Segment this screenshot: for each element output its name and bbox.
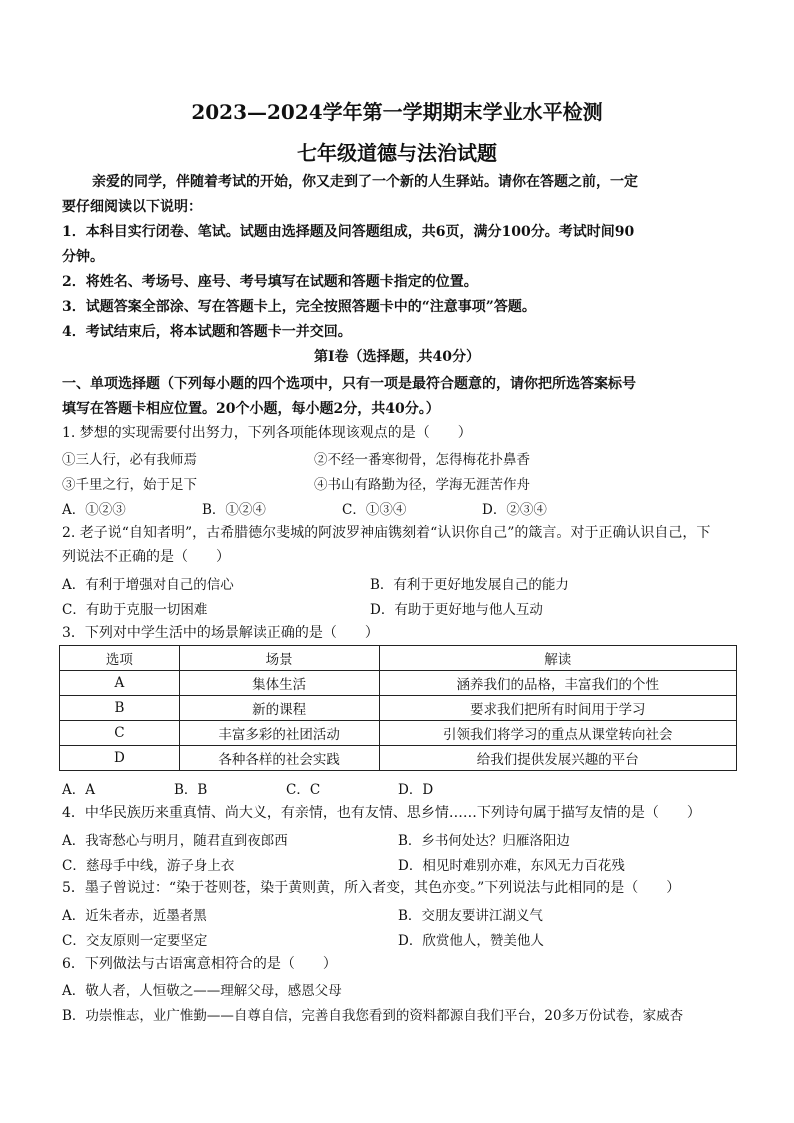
section-heading-b: 填写在答题卡相应位置。20个小题，每小题2分，共40分。） <box>62 401 440 417</box>
table-cell: 新的课程 <box>179 696 379 721</box>
q3-option-a: A．A <box>62 782 95 798</box>
q2-option-d: D．有助于更好地与他人互动 <box>370 602 543 618</box>
instruction-1b: 分钟。 <box>62 249 104 265</box>
q1-statement-1: ①三人行，必有我师焉 <box>62 452 197 468</box>
q6-stem: 6．下列做法与古语寓意相符合的是（ ） <box>62 956 337 972</box>
instruction-3: 3．试题答案全部涂、写在答题卡上，完全按照答题卡中的“注意事项”答题。 <box>62 299 536 315</box>
q3-option-d: D．D <box>398 782 434 798</box>
q6-option-a: A．敬人者，人恒敬之——理解父母，感恩父母 <box>62 983 342 999</box>
q5-option-a: A．近朱者赤，近墨者黑 <box>62 908 207 924</box>
q1-option-d: D．②③④ <box>482 502 547 518</box>
table-row <box>60 671 737 696</box>
instruction-4: 4．考试结束后，将本试题和答题卡一并交回。 <box>62 324 352 340</box>
section-title: 第Ⅰ卷（选择题，共40分） <box>313 349 481 365</box>
table-cell: D <box>60 746 180 771</box>
q1-statement-2: ②不经一番寒彻骨，怎得梅花扑鼻香 <box>314 452 530 468</box>
q1-option-a: A．①②③ <box>62 502 126 518</box>
table-row <box>60 746 737 771</box>
table-row <box>60 721 737 746</box>
q4-option-b: B．乡书何处达？归雁洛阳边 <box>398 833 570 849</box>
q1-stem: 1. 梦想的实现需要付出努力，下列各项能体现该观点的是（ ） <box>62 425 472 441</box>
table-cell: 引领我们将学习的重点从课堂转向社会 <box>379 721 736 746</box>
q2-stem-b: 列说法不正确的是（ ） <box>62 549 230 565</box>
table-header-cell: 选项 <box>60 646 180 671</box>
q2-option-c: C．有助于克服一切困难 <box>62 602 208 618</box>
q1-statement-3: ③千里之行，始于足下 <box>62 477 197 493</box>
q5-option-c: C．交友原则一定要坚定 <box>62 933 208 949</box>
instruction-1a: 1．本科目实行闭卷、笔试。试题由选择题及问答题组成，共6页，满分100分。考试时间90 <box>62 224 635 240</box>
q4-option-d: D．相见时难别亦难，东风无力百花残 <box>398 858 625 874</box>
exam-title: 2023—2024学年第一学期期末学业水平检测 <box>191 100 603 124</box>
q4-option-a: A．我寄愁心与明月，随君直到夜郎西 <box>62 833 288 849</box>
section-heading-a: 一、单项选择题（下列每小题的四个选项中，只有一项是最符合题意的，请你把所选答案标号 <box>62 376 636 392</box>
q4-option-c: C．慈母手中线，游子身上衣 <box>62 858 235 874</box>
table-cell: B <box>60 696 180 721</box>
intro-line-2: 要仔细阅读以下说明： <box>62 199 202 215</box>
q1-option-c: C．①③④ <box>342 502 407 518</box>
intro-line-1: 亲爱的同学，伴随着考试的开始，你又走到了一个新的人生驿站。请你在答题之前，一定 <box>92 174 638 190</box>
table-cell: 要求我们把所有时间用于学习 <box>379 696 736 721</box>
table-cell: 丰富多彩的社团活动 <box>179 721 379 746</box>
q3-option-b: B．B <box>174 782 208 798</box>
q3-stem: 3．下列对中学生活中的场景解读正确的是（ ） <box>62 625 379 641</box>
table-row <box>60 696 737 721</box>
table-header-cell: 场景 <box>179 646 379 671</box>
table-cell: 各种各样的社会实践 <box>179 746 379 771</box>
q2-option-b: B．有利于更好地发展自己的能力 <box>370 577 569 593</box>
q5-stem: 5．墨子曾说过：“染于苍则苍，染于黄则黄，所入者变，其色亦变。”下列说法与此相同的是（ ） <box>62 880 681 896</box>
exam-subtitle: 七年级道德与法治试题 <box>297 141 497 165</box>
q4-stem: 4．中华民族历来重真情、尚大义，有亲情，也有友情、思乡情……下列诗句属于描写友情的是（ ） <box>62 805 701 821</box>
table-cell: 涵养我们的品格，丰富我们的个性 <box>379 671 736 696</box>
table-header-row <box>60 646 737 671</box>
q2-stem-a: 2. 老子说“自知者明”，古希腊德尔斐城的阿波罗神庙镌刻着“认识你自己”的箴言。对于正确认识自己，下 <box>62 525 711 541</box>
q5-option-d: D．欣赏他人，赞美他人 <box>398 933 544 949</box>
table-cell: C <box>60 721 180 746</box>
q3-table <box>59 645 737 771</box>
table-cell: A <box>60 671 180 696</box>
instruction-2: 2．将姓名、考场号、座号、考号填写在试题和答题卡指定的位置。 <box>62 274 478 290</box>
table-cell: 给我们提供发展兴趣的平台 <box>379 746 736 771</box>
q1-statement-4: ④书山有路勤为径，学海无涯苦作舟 <box>314 477 530 493</box>
table-cell: 集体生活 <box>179 671 379 696</box>
q3-option-c: C．C <box>286 782 321 798</box>
q1-option-b: B．①②④ <box>202 502 266 518</box>
q2-option-a: A．有利于增强对自己的信心 <box>62 577 234 593</box>
q5-option-b: B．交朋友要讲江湖义气 <box>398 908 543 924</box>
table-header-cell: 解读 <box>379 646 736 671</box>
q6-option-b: B．功崇惟志，业广惟勤——自尊自信，完善自我您看到的资料都源自我们平台，20多万份试卷，家威杏 <box>62 1008 684 1024</box>
